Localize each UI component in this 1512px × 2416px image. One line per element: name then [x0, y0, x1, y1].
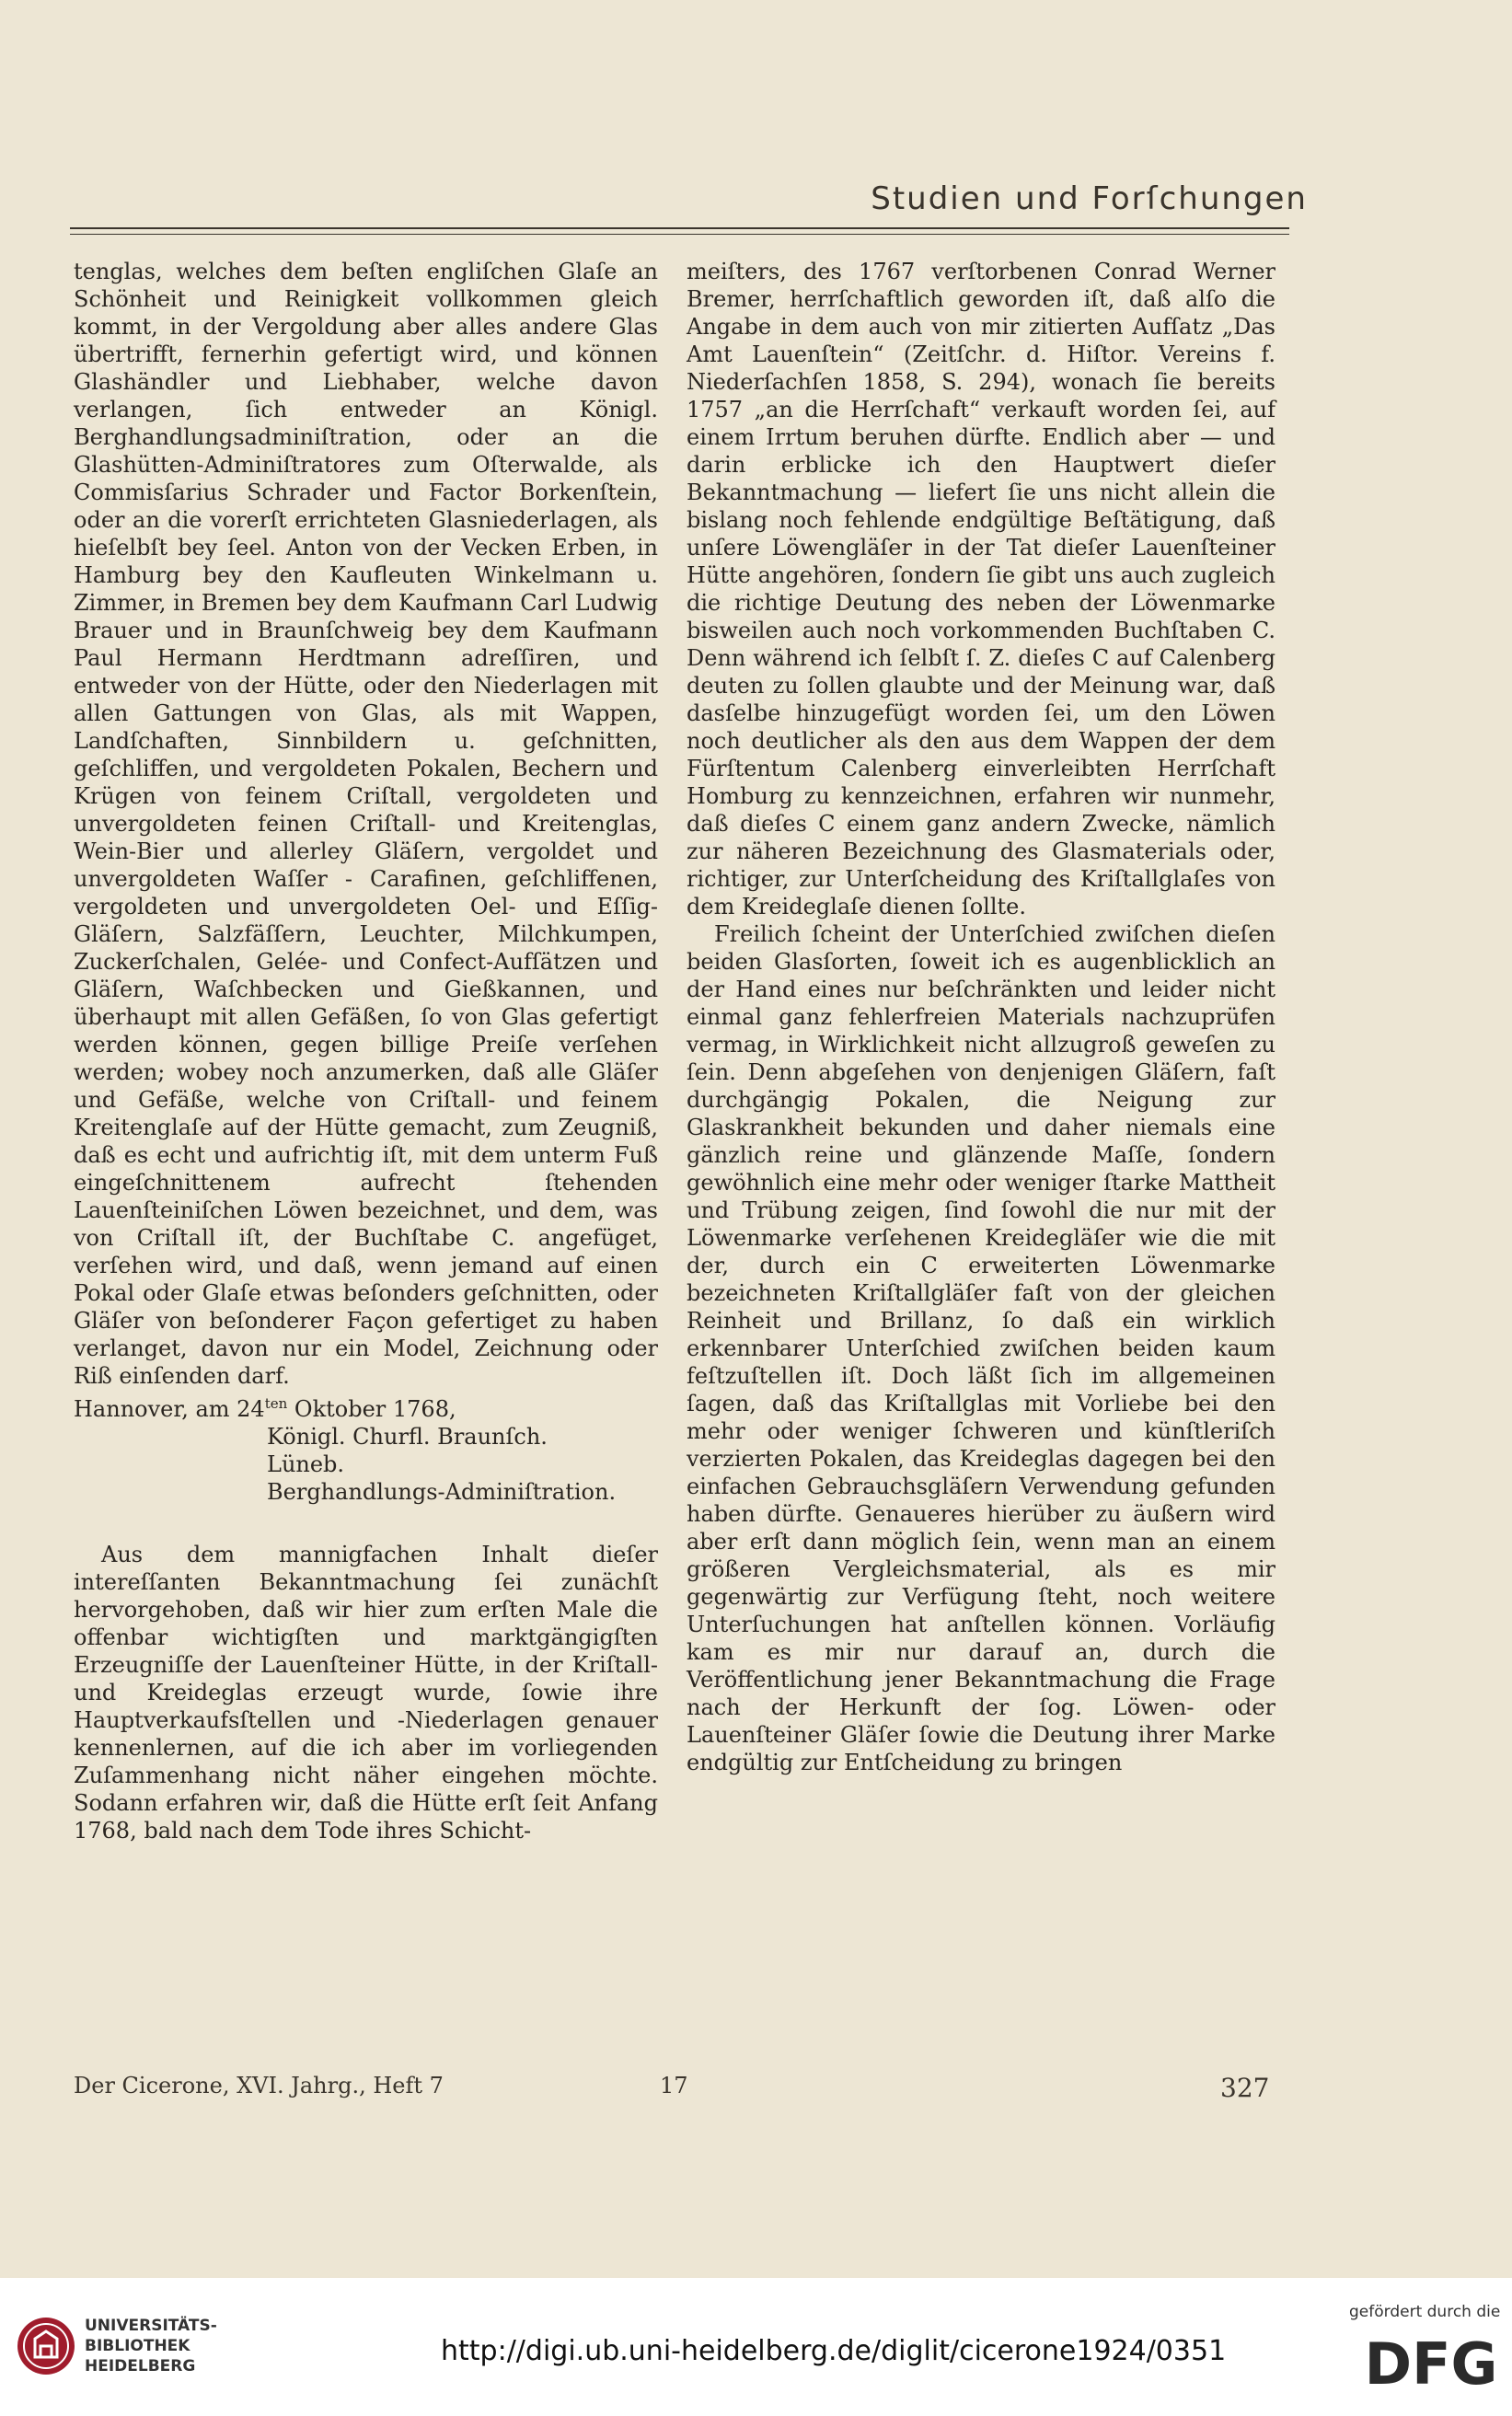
library-name-line-2: BIBLIOTHEK	[85, 2337, 190, 2355]
footer-sheet-number: 17	[660, 2073, 688, 2098]
signature-block	[74, 1390, 658, 1506]
signature-line-2: Berghandlungs-Adminiſtration.	[267, 1479, 617, 1505]
library-name-line-1: UNIVERSITÄTS-	[85, 2317, 217, 2335]
dfg-logo-text: DFG	[1364, 2330, 1498, 2395]
section-gap	[74, 1506, 658, 1541]
funding-caption: gefördert durch die	[1349, 2303, 1501, 2321]
running-head: Studien und Forſchungen	[871, 180, 1308, 217]
right-paragraph-1: meiſters, des 1767 verſtorbenen Conrad Werner Bremer, herrſchaftlich geworden iſt, daß alſo die Angabe in dem auch von mir zitierten Aufſatz „Das Amt Lauenſtein“ (Zeitſchr. d. Hiſtor. Vereins f. Niederſachſen 1858, S. 294), wonach ſie bereits 1757 „an die Herrſchaft“ verkauft worden ſei, auf einem Irrtum beruhen dürfte. Endlich aber — und darin erblicke ich den Hauptwert dieſer Bekanntmachung — liefert ſie uns nicht allein die bislang noch fehlende endgültige Beſtätigung, daß unſere Löwengläſer in der Tat dieſer Lauenſteiner Hütte angehören, ſondern ſie gibt uns auch zugleich die richtige Deutung des neben der Löwenmarke bisweilen auch noch vorkommenden Buchſtaben C. Denn während ich ſelbſt ſ. Z. dieſes C auf Calenberg deuten zu ſollen glaubte und der Meinung war, daß dasſelbe hinzugefügt worden ſei, um den Löwen noch deutlicher als den aus dem Wappen der dem Fürſtentum Calenberg einverleibten Herrſchaft Homburg zu kennzeichnen, erfahren wir nunmehr, daß dieſes C einem ganz andern Zwecke, nämlich zur näheren Bezeichnung des Glasmaterials oder, richtiger, zur Unterſcheidung des Kriſtallglaſes von dem Kreideglaſe dienen ſollte.	[687, 259, 1275, 919]
signature-date	[74, 1390, 658, 1423]
signature-date-suffix: Oktober 1768,	[287, 1396, 456, 1422]
digitization-url[interactable]: http://digi.ub.uni-heidelberg.de/diglit/cicerone1924/0351	[441, 2335, 1227, 2367]
left-paragraph-2: Aus dem mannigfachen Inhalt dieſer intereſſanten Bekanntmachung ſei zunächſt hervorgehoben, daß wir hier zum erſten Male die offenbar wichtigſten und marktgängigſten Erzeugniſſe der Lauenſteiner Hütte, in der Kriſtall- und Kreideglas erzeugt wurde, ſowie ihre Hauptverkaufsſtellen und -Niederlagen genauer kennenlernen, auf die ich aber im vorliegenden Zuſammenhang nicht näher eingehen möchte. Sodann erfahren wir, daß die Hütte erſt ſeit Anfang 1768, bald nach dem Tode ihres Schicht-	[74, 1542, 658, 1844]
right-paragraph-2: Freilich ſcheint der Unterſchied zwiſchen dieſen beiden Glasſorten, ſoweit ich es augenblicklich an der Hand eines nur beſchränkten und leider nicht einmal ganz fehlerfreien Materials nachzuprüfen vermag, in Wirklichkeit nicht allzugroß geweſen zu ſein. Denn abgeſehen von denjenigen Gläſern, faſt durchgängig Pokalen, die Neigung zur Glaskrankheit bekunden und daher niemals eine gänzlich reine und glänzende Maſſe, ſondern gewöhnlich eine mehr oder weniger ſtarke Mattheit und Trübung zeigen, ſind ſowohl die nur mit der Löwenmarke verſehenen Kreidegläſer wie die mit der, durch ein C erweiterten Löwenmarke bezeichneten Kriſtallgläſer faſt von der gleichen Reinheit und Brillanz, ſo daß ein wirklich erkennbarer Unterſchied zwiſchen beiden kaum feſtzuſtellen iſt. Doch läßt ſich im allgemeinen ſagen, daß das Kriſtallglas mit Vorliebe bei den mehr oder weniger ſchweren und künſtleriſch verzierten Pokalen, das Kreideglas dagegen bei den einfachen Gebrauchsgläſern Verwendung gefunden haben dürfte. Genaueres hierüber zu äußern wird aber erſt dann möglich ſein, wenn man an einem größeren Vergleichsmaterial, als es mir gegenwärtig zur Verfügung ſteht, noch weitere Unterſuchungen hat anſtellen können. Vorläufig kam es mir nur darauf an, durch die Veröffentlichung jener Bekanntmachung die Frage nach der Herkunft der ſog. Löwen- oder Lauenſteiner Gläſer ſowie die Deutung ihrer Marke endgültig zur Entſcheidung zu bringen	[687, 921, 1275, 1775]
footer-page-number: 327	[1220, 2073, 1270, 2103]
dfg-logo-icon	[1362, 2330, 1500, 2395]
header-rule	[70, 227, 1289, 229]
footer-journal: Der Cicerone, XVI. Jahrg., Heft 7	[74, 2073, 444, 2098]
signature-date-sup: ten	[264, 1395, 288, 1412]
signature-date-prefix: Hannover, am 24	[74, 1396, 265, 1422]
left-paragraph-1: tenglas, welches dem beſten engliſchen Glaſe an Schönheit und Reinigkeit vollkommen gleich kommt, in der Vergoldung aber alles andere Glas übertrifft, fernerhin gefertigt wird, und können Glashändler und Liebhaber, welche davon verlangen, ſich entweder an Königl. Berghandlungsadminiſtration, oder an die Glashütten-Adminiſtratores zum Oſterwalde, als Commisſarius Schrader und Factor Borkenſtein, oder an die vorerſt errichteten Glasniederlagen, als hieſelbſt bey ſeel. Anton von der Vecken Erben, in Hamburg bey den Kaufleuten Winkelmann u. Zimmer, in Bremen bey dem Kaufmann Carl Ludwig Brauer und in Braunſchweig bey dem Kaufmann Paul Hermann Herdtmann adreſſiren, und entweder von der Hütte, oder den Niederlagen mit allen Gattungen von Glas, als mit Wappen, Landſchaften, Sinnbildern u. geſchnitten, geſchliffen, und vergoldeten Pokalen, Bechern und Krügen von feinem Criſtall, vergoldeten und unvergoldeten feinen Criſtall- und Kreitenglas, Wein-Bier und allerley Gläſern, vergoldet und unvergoldeten Waſſer - Carafinen, geſchliffenen, vergoldeten und unvergoldeten Oel- und Eſſig-Gläſern, Salzfäſſern, Leuchter, Milchkumpen, Zuckerſchalen, Gelée- und Confect-Aufſätzen und Gläſern, Waſchbecken und Gießkannen, und überhaupt mit allen Gefäßen, ſo von Glas gefertigt werden können, gegen billige Preiſe verſehen werden; wobey noch anzumerken, daß alle Gläſer und Gefäße, welche von Criſtall- und feinem Kreitenglaſe auf der Hütte gemacht, zum Zeugniß, daß es echt und aufrichtig iſt, mit dem unterm Fuß eingeſchnittenem aufrecht ſtehenden Lauenſteiniſchen Löwen bezeichnet, und dem, was von Criſtall iſt, der Buchſtabe C. angefüget, verſehen wird, und daß, wenn jemand auf einen Pokal oder Glaſe etwas beſonders geſchnitten, oder Gläſer von beſonderer Façon gefertiget zu haben verlanget, davon nur ein Model, Zeichnung oder Riß einſenden darf.	[74, 259, 658, 1389]
left-column	[74, 258, 658, 1844]
signature-line-1: Königl. Churfl. Braunſch. Lüneb.	[267, 1424, 548, 1477]
right-column	[687, 258, 1275, 1776]
university-seal-icon	[15, 2315, 77, 2377]
header-rule-thin	[70, 234, 1289, 235]
university-library-name	[85, 2316, 217, 2376]
library-name-line-3: HEIDELBERG	[85, 2357, 196, 2376]
